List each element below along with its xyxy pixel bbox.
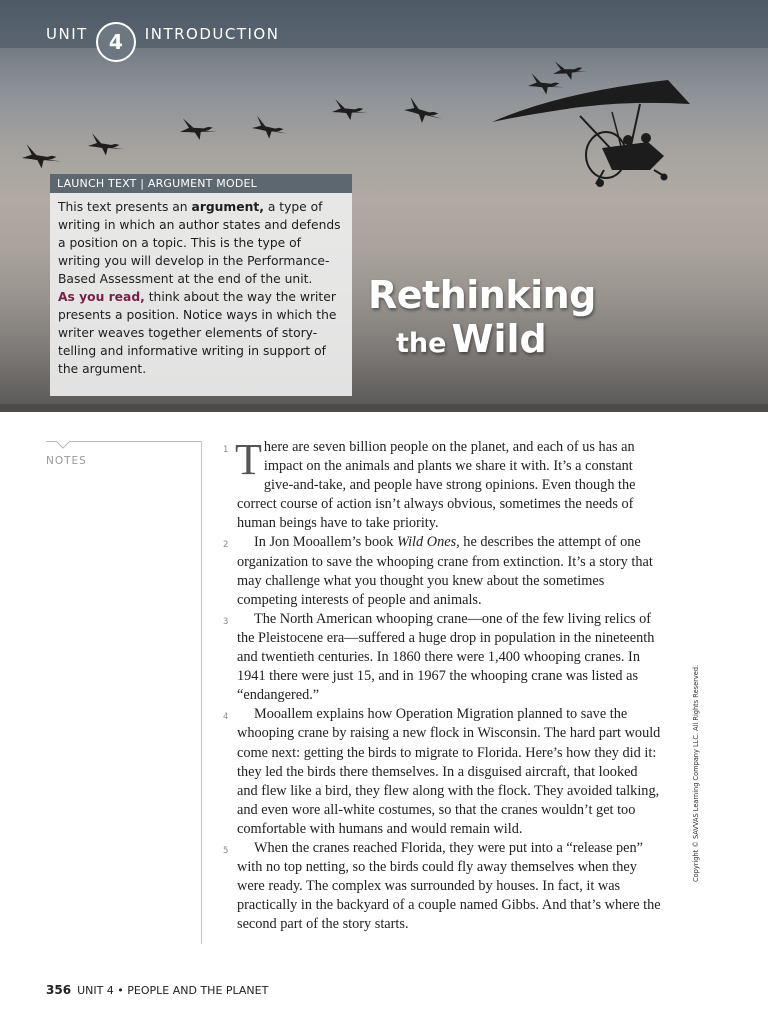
paragraph-1: [223, 435, 661, 533]
ultralight-aircraft-icon: [492, 80, 690, 187]
paragraph-text-after: he describes the attempt of one organization to save the whooping crane from extinction. It’s a story that may challenge what you thought you knew about the sometimes competing interests of people and animals.: [237, 534, 653, 608]
hero-banner: [0, 0, 768, 404]
paragraph-number: 1: [223, 445, 229, 455]
paragraph-number: 2: [223, 540, 229, 551]
footer-text: UNIT 4 • PEOPLE AND THE PLANET: [77, 984, 269, 997]
paragraph-3: [223, 610, 661, 705]
launch-intro-before: This text presents an: [58, 200, 192, 214]
crane-silhouette-icon: [331, 97, 368, 121]
page-title: [368, 272, 608, 368]
launch-text-header: LAUNCH TEXT | ARGUMENT MODEL: [50, 174, 352, 193]
book-title: Wild Ones,: [396, 534, 460, 551]
notes-side-rule: [201, 441, 202, 944]
launch-text-box: [50, 193, 352, 396]
drop-cap: T: [235, 435, 262, 484]
as-you-read-label: As you read,: [58, 290, 145, 304]
notes-label: NOTES: [46, 455, 87, 467]
crane-silhouette-icon: [179, 115, 219, 142]
paragraph-5: [223, 839, 661, 934]
crane-silhouette-icon: [551, 56, 588, 83]
page-footer: [46, 983, 268, 997]
paragraph-number: 4: [223, 712, 229, 723]
paragraph-2: [223, 533, 661, 609]
title-wild: Wild: [451, 317, 547, 361]
crane-silhouette-icon: [251, 115, 288, 139]
launch-intro-bold: argument,: [191, 200, 264, 214]
page-number: 356: [46, 983, 72, 997]
article-body: [223, 435, 661, 934]
title-line-2: [368, 318, 608, 368]
copyright-notice: Copyright © SAVVAS Learning Company LLC. All Rights Reserved.: [692, 664, 700, 882]
paragraph-text: Mooallem explains how Operation Migration planned to save the whooping crane by raising a new flock in Wisconsin. The hard part would come next: getting the birds to migrate to Florida. Here’s how they did it: they led the birds there themselves. In a disguised aircraft, that looked and flew like a bird, they flew along with the flock. They avoided talking, and even wore all-white costumes, so that the cranes wouldn’t get too comfortable with humans and would remain wild.: [237, 706, 661, 837]
paragraph-text: The North American whooping crane—one of the few living relics of the Pleistocene era—suffered a huge drop in population in the nineteenth and twentieth centuries. In 1860 there were 1,400 whooping cranes. In 1941 there were just 15, and in 1967 the whooping crane was listed as “endangered.”: [237, 610, 655, 704]
paragraph-text-before: In Jon Mooallem’s book: [254, 534, 397, 551]
unit-word: UNIT: [46, 25, 88, 43]
paragraph-text: here are seven billion people on the planet, and each of us has an impact on the animals and plants we share it with. It’s a constant give-and-take, and people have strong opinions. Even though the correct course of action isn’t always obvious, sometimes the needs of human beings have to take priority.: [237, 439, 636, 532]
crane-silhouette-icon: [88, 133, 124, 155]
hero-divider: [0, 404, 768, 412]
paragraph-4: [223, 705, 661, 839]
unit-number-badge: 4: [96, 22, 136, 62]
unit-heading: [46, 22, 280, 54]
crane-silhouette-icon: [527, 72, 564, 96]
notes-notch-icon: [56, 440, 70, 450]
section-title: INTRODUCTION: [144, 25, 280, 43]
title-line-1: Rethinking: [368, 273, 596, 317]
paragraph-text: When the cranes reached Florida, they were put into a “release pen” with no top netting, so the birds could fly away themselves when they were ready. The complex was surrounded by houses. In fact, it was practically in the backyard of a couple named Gibbs. And that’s where the second part of the story starts.: [237, 839, 661, 933]
crane-silhouette-icon: [403, 96, 445, 125]
title-the: the: [396, 328, 447, 359]
launch-intro-after: a type of writing in which an author states and defends a position on a topic. This is the type of writing you will develop in the Performance-Based Assessment at the end of the unit.: [58, 200, 341, 286]
crane-silhouette-icon: [22, 144, 61, 168]
paragraph-number: 3: [223, 616, 229, 627]
as-you-read-text: think about the way the writer presents a position. Notice ways in which the writer weaves together elements of story-telling and informative writing in support of the argument.: [58, 290, 337, 376]
paragraph-number: 5: [223, 845, 229, 856]
